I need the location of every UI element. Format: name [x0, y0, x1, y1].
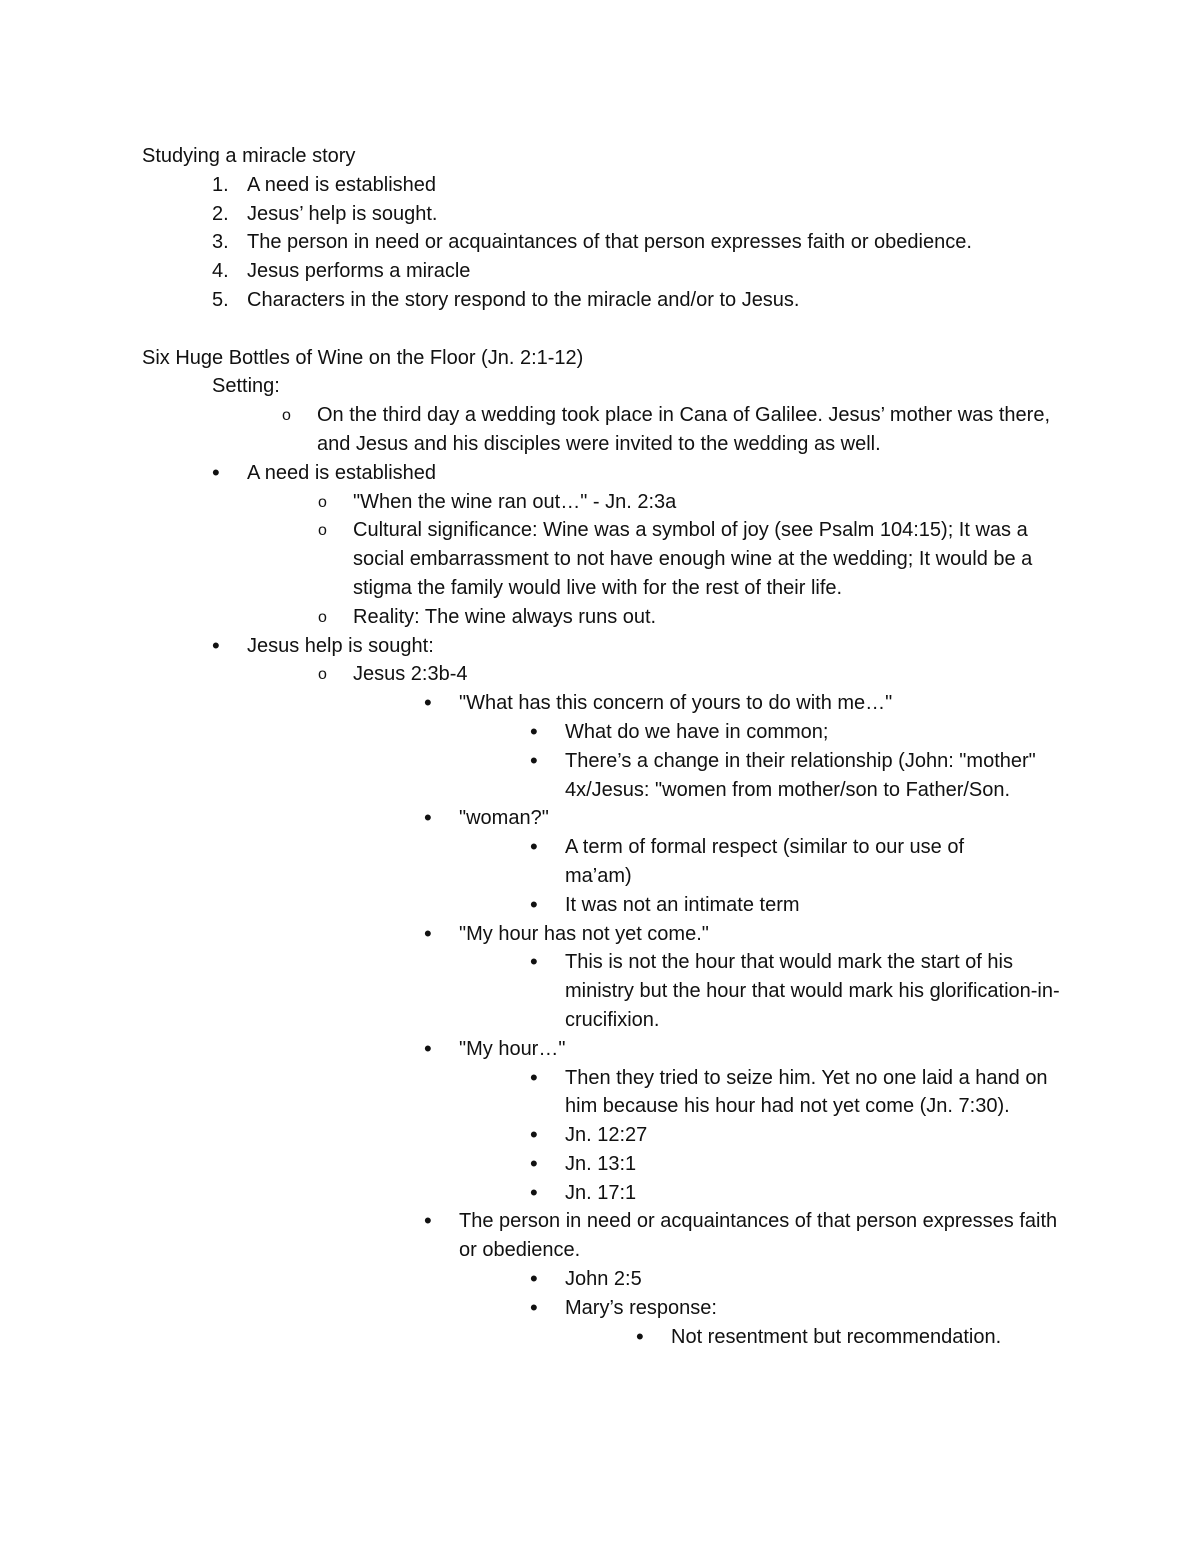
bullet-icon: • [530, 1064, 538, 1090]
item-text: Jesus performs a miracle [247, 260, 471, 283]
circle-bullet-icon: o [318, 493, 327, 511]
numbered-item [0, 257, 1200, 286]
help-sub-point [0, 891, 1062, 920]
item-number: 2. [212, 202, 229, 225]
help-sub-point-text: What do we have in common; [565, 720, 829, 743]
section-heading-wine [0, 344, 1200, 373]
help-sub-point [0, 833, 1020, 891]
help-sub-point [0, 718, 1062, 747]
bullet-icon: • [424, 1035, 432, 1061]
help-sub-point [0, 948, 1062, 1034]
heading-text: Studying a miracle story [142, 145, 356, 167]
bullet-icon: • [530, 891, 538, 917]
help-sub-point-text: Mary’s response: [565, 1296, 717, 1319]
setting-item [0, 401, 1062, 459]
help-sub-point [0, 1150, 1062, 1179]
help-sub-point-text: Jn. 13:1 [565, 1152, 637, 1175]
item-number: 5. [212, 288, 229, 311]
setting-label-text: Setting: [212, 375, 280, 398]
bullet-icon: • [212, 459, 220, 485]
bullet-icon: • [212, 632, 220, 658]
need-item [0, 603, 1062, 632]
help-point-text: "What has this concern of yours to do with me…" [459, 692, 893, 715]
section-heading-miracle-story [0, 142, 1200, 171]
item-number: 1. [212, 173, 229, 196]
numbered-item [0, 286, 1200, 315]
bullet-icon: • [530, 718, 538, 744]
help-sub-point [0, 1121, 1062, 1150]
bullet-text: A need is established [247, 461, 437, 484]
bullet-icon: • [636, 1323, 644, 1349]
help-point-text: "My hour has not yet come." [459, 922, 709, 945]
bullet-icon: • [530, 1294, 538, 1320]
circle-bullet-icon: o [318, 608, 327, 626]
bullet-icon: • [530, 834, 538, 860]
document-body [0, 142, 1200, 1351]
item-text: Jesus’ help is sought. [247, 202, 438, 225]
help-point-text: "woman?" [459, 807, 549, 830]
item-text: The person in need or acquaintances of that person expresses faith or obedience. [247, 231, 972, 254]
help-point-text: "My hour…" [459, 1037, 566, 1060]
need-item [0, 488, 1062, 517]
help-sub-point-text: It was not an intimate term [565, 893, 800, 916]
help-sub-point-text: Then they tried to seize him. Yet no one laid a hand on him because his hour had not yet come (Jn. 7:30). [565, 1066, 1048, 1118]
help-point-text: The person in need or acquaintances of that person expresses faith or obedience. [459, 1210, 1058, 1262]
help-sub-point-text: Jn. 17:1 [565, 1181, 637, 1204]
bullet-icon: • [424, 920, 432, 946]
bullet-need [0, 459, 1200, 488]
bullet-icon: • [424, 805, 432, 831]
help-point [0, 804, 1062, 833]
circle-bullet-icon: o [318, 666, 327, 684]
spacer [0, 315, 1200, 344]
need-item-text: Cultural significance: Wine was a symbol of joy (see Psalm 104:15); It was a social embarrassment to not have enough wine at the wedding; It would be a stigma the family would live with for the rest of their life. [353, 519, 1033, 599]
bullet-icon: • [530, 949, 538, 975]
help-point [0, 1035, 1062, 1064]
help-sub-point-text: This is not the hour that would mark the start of his ministry but the hour that would mark his glorification-in-crucifixion. [565, 951, 1060, 1031]
help-point [0, 689, 1062, 718]
item-text: A need is established [247, 173, 437, 196]
need-item-text: "When the wine ran out…" - Jn. 2:3a [353, 490, 677, 513]
heading-text: Six Huge Bottles of Wine on the Floor (Jn. 2:1-12) [142, 346, 584, 369]
help-sub-point-text: Jn. 12:27 [565, 1124, 648, 1147]
circle-bullet-icon: o [318, 522, 327, 540]
bullet-icon: • [530, 1122, 538, 1148]
numbered-item [0, 200, 1200, 229]
bullet-icon: • [530, 747, 538, 773]
item-number: 4. [212, 260, 229, 283]
bullet-text: Jesus help is sought: [247, 634, 434, 657]
help-sub-point [0, 1265, 1062, 1294]
need-item-text: Reality: The wine always runs out. [353, 605, 657, 628]
help-sub-point [0, 1294, 1062, 1323]
numbered-item [0, 228, 1200, 257]
help-sub-point-text: There’s a change in their relationship (John: "mother" 4x/Jesus: "women from mother/son to Father/Son. [565, 749, 1036, 801]
bullet-icon: • [424, 1208, 432, 1234]
help-sub-point-text: A term of formal respect (similar to our use of ma’am) [565, 836, 965, 887]
help-sub-label-text: Jesus 2:3b-4 [353, 663, 468, 686]
setting-item-text: On the third day a wedding took place in Cana of Galilee. Jesus’ mother was there, and Jesus and his disciples were invited to the wedding as well. [317, 404, 1050, 455]
help-point [0, 920, 1062, 949]
deepest-point [0, 1323, 1091, 1352]
bullet-icon: • [530, 1150, 538, 1176]
help-sub-point [0, 747, 1040, 805]
deepest-point-text: Not resentment but recommendation. [671, 1325, 1002, 1348]
bullet-help [0, 632, 1200, 661]
need-item [0, 516, 1062, 602]
item-number: 3. [212, 231, 229, 254]
help-point [0, 1207, 1062, 1265]
item-text: Characters in the story respond to the miracle and/or to Jesus. [247, 288, 800, 311]
bullet-icon: • [424, 690, 432, 716]
circle-bullet-icon: o [282, 407, 291, 425]
help-sub-point [0, 1179, 1062, 1208]
bullet-icon: • [530, 1266, 538, 1292]
help-sub-point [0, 1064, 1062, 1122]
help-sub-label [0, 660, 1200, 689]
bullet-icon: • [530, 1179, 538, 1205]
numbered-item [0, 171, 1200, 200]
help-sub-point-text: John 2:5 [565, 1268, 642, 1291]
setting-label [0, 372, 1200, 401]
